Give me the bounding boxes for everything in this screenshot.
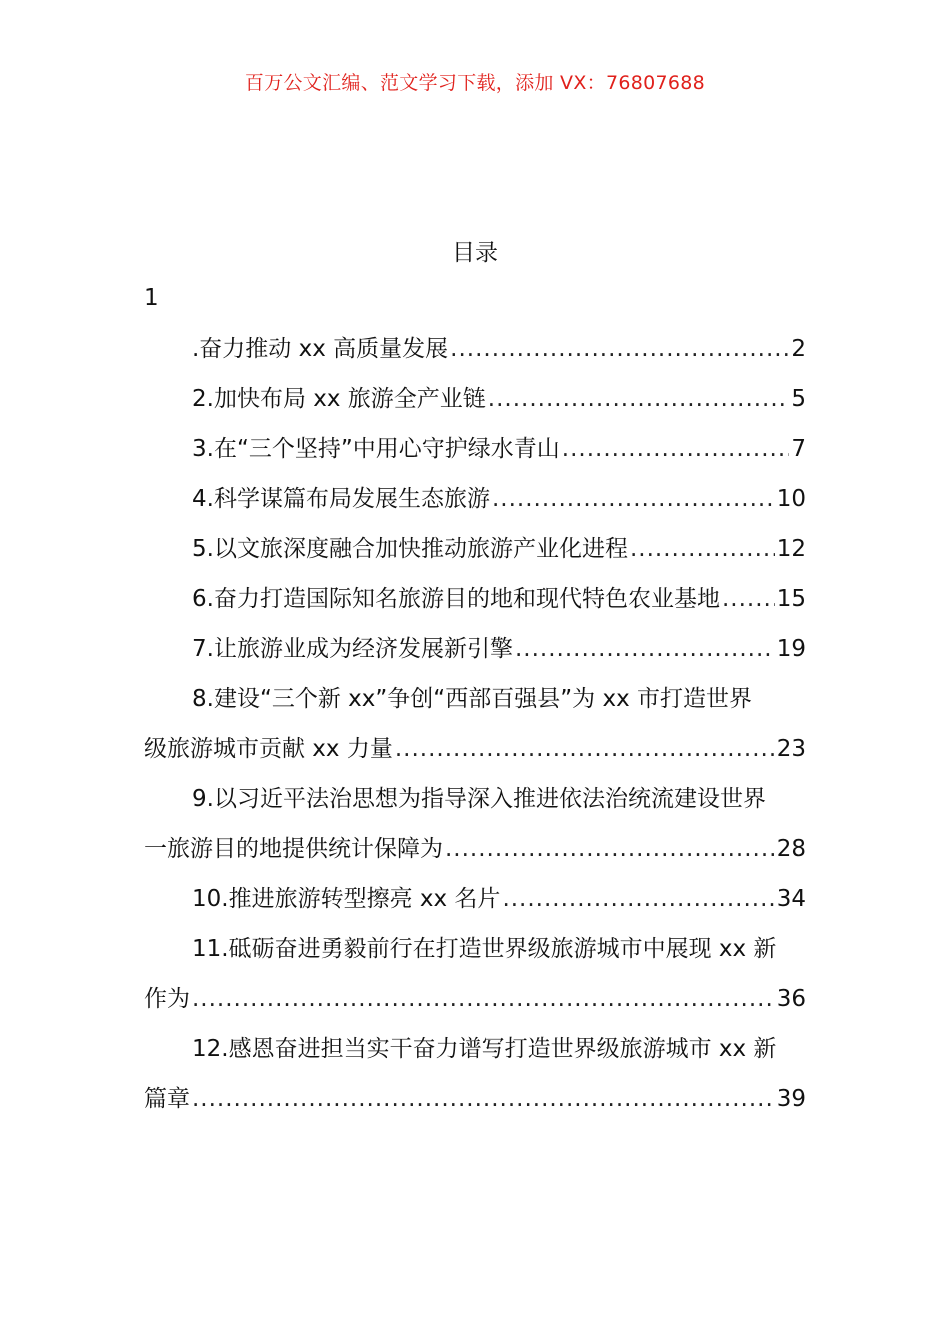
- toc-entry-label-first-line: 12.感恩奋进担当实干奋力谱写打造世界级旅游城市 xx 新: [192, 1036, 777, 1062]
- dot-leader: [192, 974, 775, 1024]
- dot-leader: [492, 474, 775, 524]
- dot-leader: [395, 724, 775, 774]
- toc-entry-page: 12: [776, 536, 806, 562]
- toc-entry-2[interactable]: [144, 374, 806, 424]
- toc-entry-9[interactable]: [144, 774, 806, 874]
- toc-entry-page: 2: [791, 336, 806, 362]
- toc-entry-label: 7.让旅游业成为经济发展新引擎: [192, 636, 513, 662]
- dot-leader: [192, 1074, 775, 1124]
- toc-entry-1[interactable]: [144, 324, 806, 374]
- toc-entry-page: 36: [776, 986, 806, 1012]
- toc-entry-6[interactable]: [144, 574, 806, 624]
- toc-entry-page: 28: [776, 836, 806, 862]
- toc-entry-label: 5.以文旅深度融合加快推动旅游产业化进程: [192, 536, 628, 562]
- toc-entry-11[interactable]: [144, 924, 806, 1024]
- toc-entry-page: 23: [776, 736, 806, 762]
- toc-entry-8[interactable]: [144, 674, 806, 774]
- toc-entry-10[interactable]: [144, 874, 806, 924]
- toc-entry-page: 5: [791, 386, 806, 412]
- toc-entry-label: 篇章: [144, 1086, 190, 1112]
- toc-entry-page: 10: [776, 486, 806, 512]
- watermark-header: 百万公文汇编、范文学习下载，添加 VX：76807688: [244, 72, 706, 94]
- dot-leader: [502, 874, 774, 924]
- toc-entry-page: 34: [776, 886, 806, 912]
- toc-entry-label: 作为: [144, 986, 190, 1012]
- dot-leader: [722, 574, 775, 624]
- dot-leader: [630, 524, 775, 574]
- table-of-contents: [144, 324, 806, 1124]
- toc-entry-label-first-line: 9.以习近平法治思想为指导深入推进依法治统流建设世界: [192, 786, 766, 812]
- dot-leader: [515, 624, 775, 674]
- toc-lead-number: 1: [144, 285, 159, 311]
- toc-entry-label: 2.加快布局 xx 旅游全产业链: [192, 386, 486, 412]
- toc-entry-label: 3.在“三个坚持”中用心守护绿水青山: [192, 436, 560, 462]
- toc-entry-page: 39: [776, 1086, 806, 1112]
- toc-entry-label-first-line: 8.建设“三个新 xx”争创“西部百强县”为 xx 市打造世界: [192, 686, 752, 712]
- toc-entry-12[interactable]: [144, 1024, 806, 1124]
- toc-entry-label: 6.奋力打造国际知名旅游目的地和现代特色农业基地: [192, 586, 720, 612]
- toc-entry-5[interactable]: [144, 524, 806, 574]
- toc-entry-page: 19: [776, 636, 806, 662]
- dot-leader: [488, 374, 790, 424]
- toc-entry-page: 15: [776, 586, 806, 612]
- toc-entry-3[interactable]: [144, 424, 806, 474]
- dot-leader: [562, 424, 790, 474]
- toc-entry-4[interactable]: [144, 474, 806, 524]
- dot-leader: [450, 324, 789, 374]
- toc-entry-label: 10.推进旅游转型擦亮 xx 名片: [192, 886, 501, 912]
- toc-entry-label: 级旅游城市贡献 xx 力量: [144, 736, 393, 762]
- page-title: 目录: [452, 240, 498, 266]
- toc-entry-7[interactable]: [144, 624, 806, 674]
- toc-entry-label-first-line: 11.砥砺奋进勇毅前行在打造世界级旅游城市中展现 xx 新: [192, 936, 777, 962]
- dot-leader: [445, 824, 775, 874]
- toc-entry-label: 一旅游目的地提供统计保障为: [144, 836, 443, 862]
- toc-entry-page: 7: [791, 436, 806, 462]
- toc-entry-label: 4.科学谋篇布局发展生态旅游: [192, 486, 490, 512]
- toc-entry-label: .奋力推动 xx 高质量发展: [192, 336, 449, 362]
